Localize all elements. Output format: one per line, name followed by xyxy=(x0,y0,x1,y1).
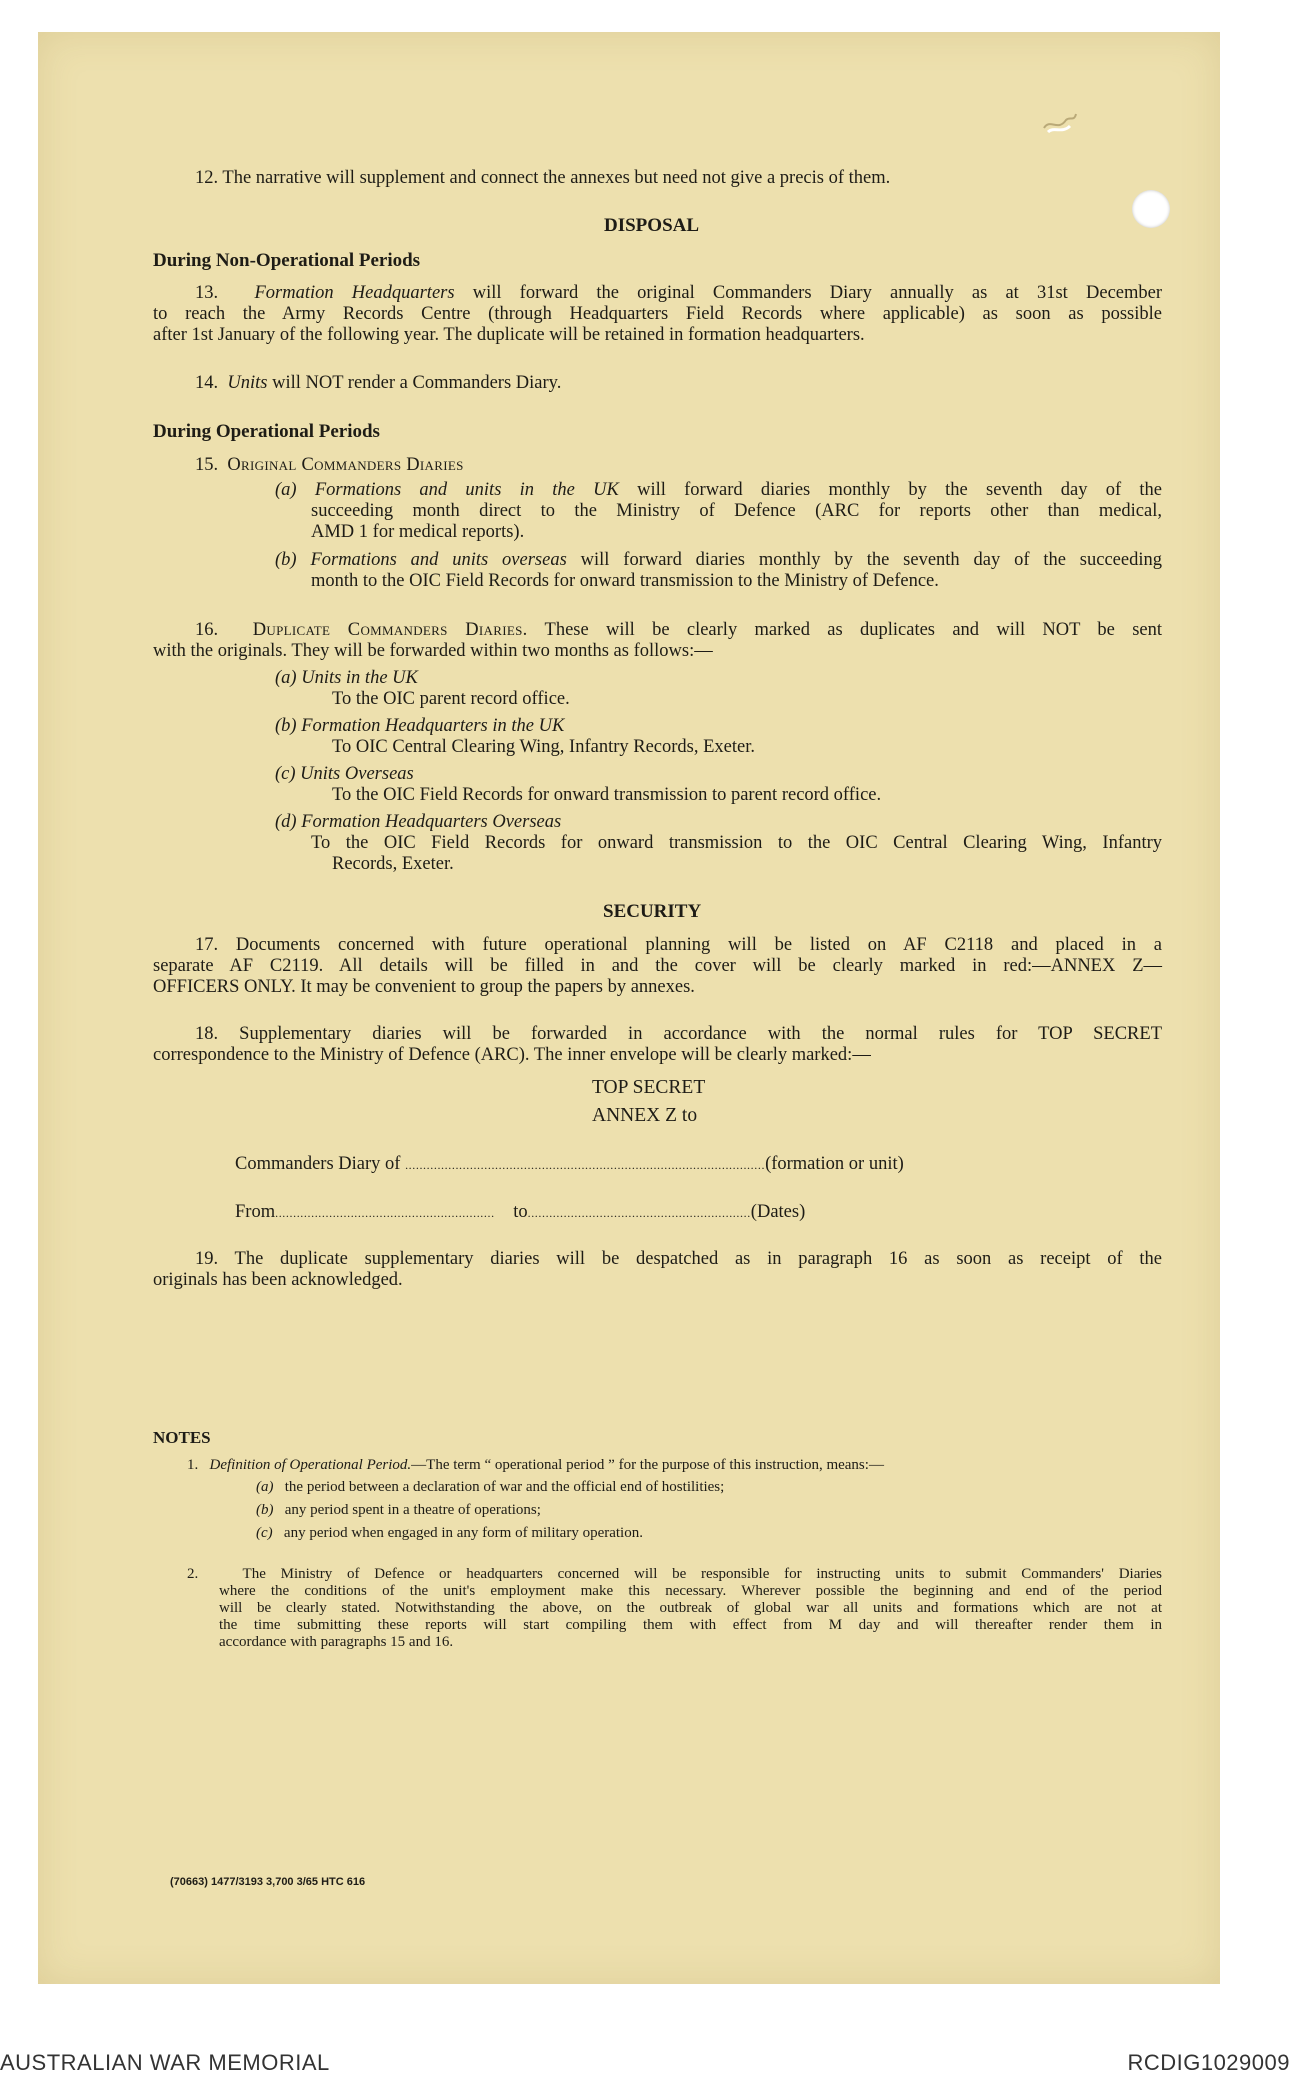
punch-hole xyxy=(1132,190,1170,228)
paragraph-16d-text-2: Records, Exeter. xyxy=(332,854,454,874)
paragraph-15b-line-2: month to the OIC Field Records for onward transmission to the Ministry of Defence. xyxy=(311,571,939,591)
paragraph-13-line-1: 13. Formation Headquarters will forward the original Commanders Diary annually as at 31st December xyxy=(195,283,1162,303)
notes-heading: NOTES xyxy=(153,1428,211,1447)
from-to-dates-line: From............................................................. to..............................................................(Dates) xyxy=(235,1202,806,1222)
paragraph-12: 12. The narrative will supplement and connect the annexes but need not give a precis of them. xyxy=(195,168,891,188)
footer-source: AUSTRALIAN WAR MEMORIAL xyxy=(0,2050,330,2075)
paragraph-18-line-1: 18. Supplementary diaries will be forwarded in accordance with the normal rules for TOP SECRET xyxy=(195,1024,1162,1044)
paragraph-15b-line-1: (b) Formations and units overseas will forward diaries monthly by the seventh day of the succeeding xyxy=(275,550,1162,570)
paragraph-16b-title: (b) Formation Headquarters in the UK xyxy=(275,716,565,736)
note-2-line-5: accordance with paragraphs 15 and 16. xyxy=(219,1634,454,1650)
note-1: 1. Definition of Operational Period.—The term “ operational period ” for the purpose of this instruction, means:— xyxy=(187,1457,884,1473)
paragraph-14: 14. Units will NOT render a Commanders Diary. xyxy=(195,373,562,393)
note-2-line-4: the time submitting these reports will start compiling them with effect from M day and will thereafter render them in xyxy=(219,1617,1162,1633)
paragraph-16a-text: To the OIC parent record office. xyxy=(332,689,570,709)
paragraph-15a-line-2: succeeding month direct to the Ministry of Defence (ARC for reports other than medical, xyxy=(311,501,1162,521)
paragraph-17-line-2: separate AF C2119. All details will be filled in and the cover will be clearly marked in red:—ANNEX Z— xyxy=(153,956,1162,976)
note-2-line-3: will be clearly stated. Notwithstanding the above, on the outbreak of global war all units and formations which are not at xyxy=(219,1600,1162,1616)
note-2-line-1: 2. The Ministry of Defence or headquarters concerned will be responsible for instructing units to submit Commanders' Diaries xyxy=(187,1566,1163,1582)
print-code: (70663) 1477/3193 3,700 3/65 HTC 616 xyxy=(170,1876,366,1888)
paragraph-16b-text: To OIC Central Clearing Wing, Infantry Records, Exeter. xyxy=(332,737,756,757)
paragraph-16d-title: (d) Formation Headquarters Overseas xyxy=(275,812,562,832)
paragraph-15a-line-1: (a) Formations and units in the UK will forward diaries monthly by the seventh day of the xyxy=(275,480,1162,500)
footer-id: RCDIG1029009 xyxy=(1127,2050,1290,2075)
paragraph-17-line-3: OFFICERS ONLY. It may be convenient to group the papers by annexes. xyxy=(153,977,695,997)
paragraph-16d-text: To the OIC Field Records for onward transmission to the OIC Central Clearing Wing, Infantry xyxy=(311,833,1162,853)
note-1a: (a) the period between a declaration of war and the official end of hostilities; xyxy=(256,1479,725,1495)
paragraph-16c-title: (c) Units Overseas xyxy=(275,764,414,784)
non-operational-heading: During Non-Operational Periods xyxy=(153,250,421,271)
paragraph-18-line-2: correspondence to the Ministry of Defence (ARC). The inner envelope will be clearly marked:— xyxy=(153,1045,871,1065)
commanders-diary-of-line: Commanders Diary of ....................................................................................................(formation or unit) xyxy=(235,1154,904,1174)
paragraph-16c-text: To the OIC Field Records for onward transmission to parent record office. xyxy=(332,785,882,805)
paragraph-19-line-2: originals has been acknowledged. xyxy=(153,1270,403,1290)
note-1c: (c) any period when engaged in any form of military operation. xyxy=(256,1525,643,1541)
annex-z-label: ANNEX Z to xyxy=(592,1105,698,1126)
top-secret-label: TOP SECRET xyxy=(592,1077,706,1098)
paragraph-16-line-2: with the originals. They will be forwarded within two months as follows:— xyxy=(153,641,713,661)
paragraph-13-line-3: after 1st January of the following year. The duplicate will be retained in formation headquarters. xyxy=(153,325,865,345)
note-2-line-2: where the conditions of the unit's employment make this necessary. Wherever possible the beginning and end of the period xyxy=(219,1583,1162,1599)
paragraph-15a-line-3: AMD 1 for medical reports). xyxy=(311,522,525,542)
disposal-heading: DISPOSAL xyxy=(604,215,700,236)
security-heading: SECURITY xyxy=(603,901,702,922)
paragraph-13-line-2: to reach the Army Records Centre (through Headquarters Field Records where applicable) as soon as possible xyxy=(153,304,1162,324)
paragraph-15-title: 15. Original Commanders Diaries xyxy=(195,455,464,475)
note-1b: (b) any period spent in a theatre of operations; xyxy=(256,1502,541,1518)
paragraph-19-line-1: 19. The duplicate supplementary diaries will be despatched as in paragraph 16 as soon as receipt of the xyxy=(195,1249,1162,1269)
paragraph-16-line-1: 16. Duplicate Commanders Diaries. These will be clearly marked as duplicates and will NOT be sent xyxy=(195,620,1162,640)
operational-heading: During Operational Periods xyxy=(153,421,380,442)
paper-tear-mark xyxy=(1040,108,1080,138)
paragraph-17-line-1: 17. Documents concerned with future operational planning will be listed on AF C2118 and placed in a xyxy=(195,935,1162,955)
paragraph-16a-title: (a) Units in the UK xyxy=(275,668,418,688)
